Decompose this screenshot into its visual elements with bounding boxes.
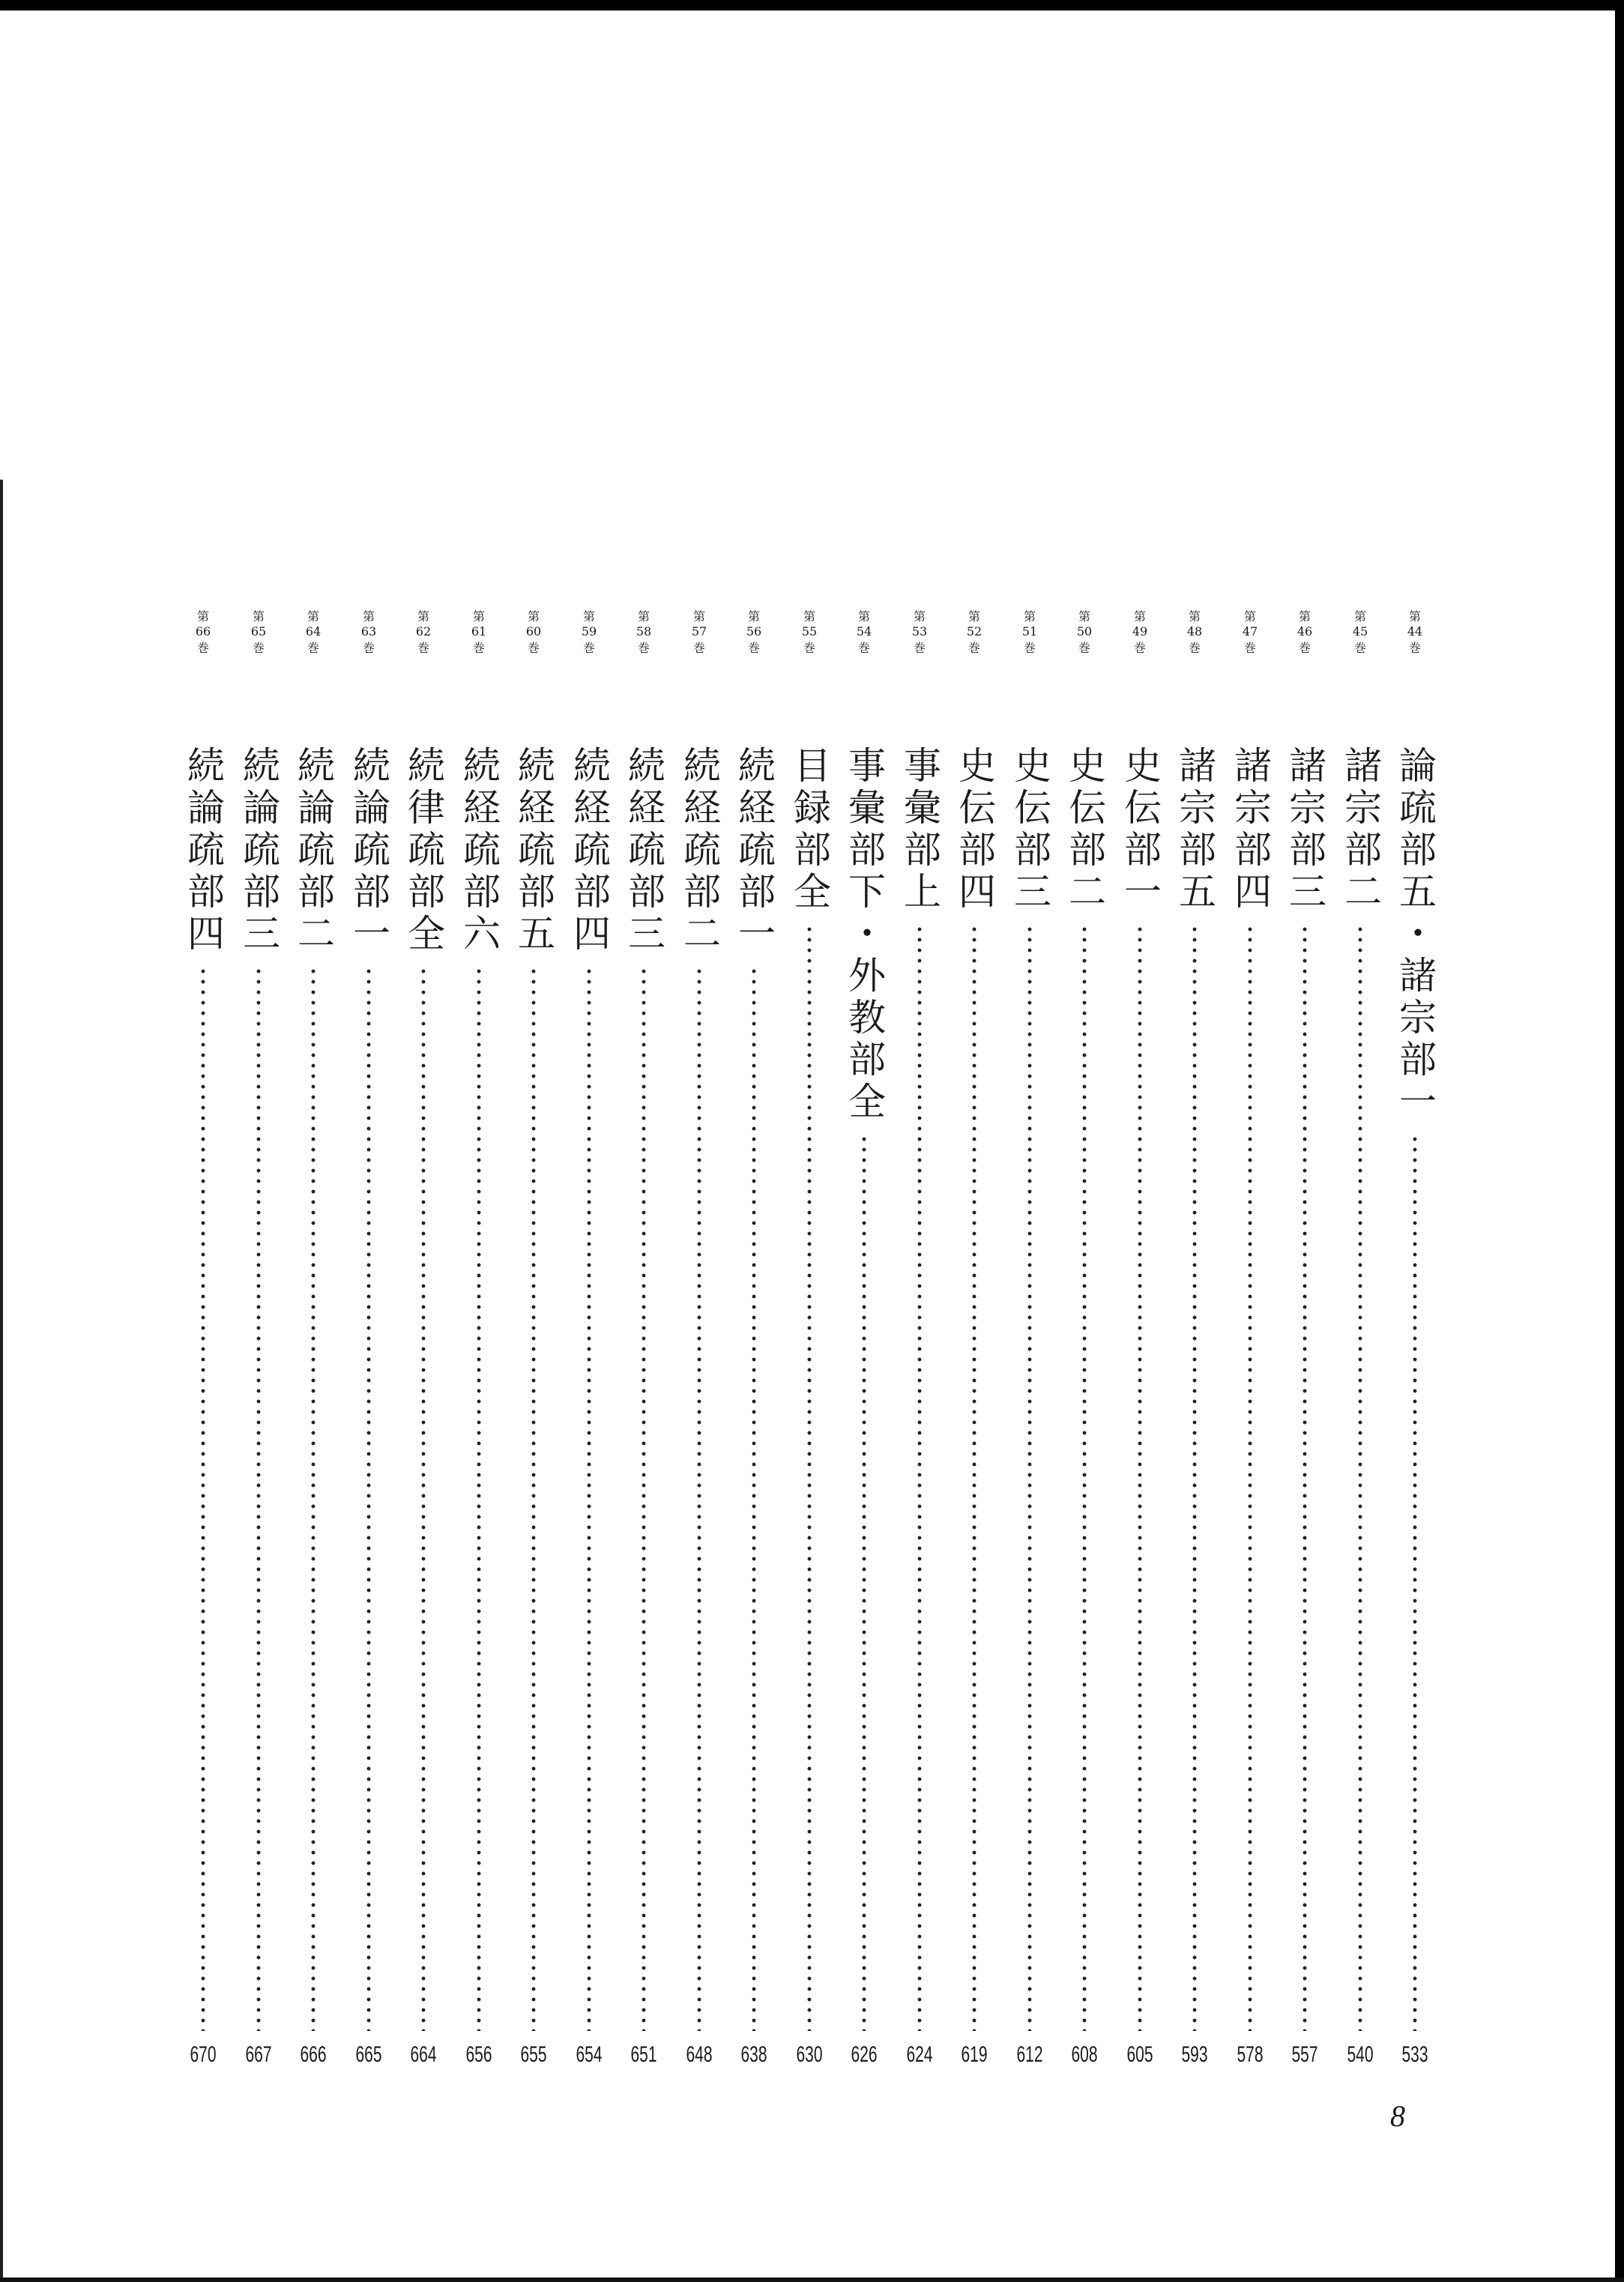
volume-suffix: 巻	[1133, 641, 1146, 655]
dot-leader	[862, 1134, 866, 2031]
toc-entry	[1062, 607, 1107, 2106]
volume-label	[346, 607, 391, 656]
volume-prefix: 第	[472, 609, 485, 624]
volume-label	[1117, 607, 1162, 656]
volume-number: 47	[1242, 624, 1258, 639]
dot-leader	[366, 966, 371, 2031]
volume-prefix: 第	[857, 609, 870, 624]
volume-prefix: 第	[1133, 609, 1146, 624]
dot-leader	[201, 966, 205, 2031]
toc-entry	[567, 607, 612, 2106]
volume-number: 55	[801, 624, 818, 639]
toc-entry	[291, 607, 336, 2106]
volume-suffix: 巻	[1298, 641, 1311, 655]
volume-suffix: 巻	[582, 641, 595, 655]
toc-entry	[236, 607, 281, 2106]
volume-prefix: 第	[1188, 609, 1201, 624]
section-title: 続論疏部四	[181, 746, 225, 956]
volume-prefix: 第	[362, 609, 375, 624]
volume-prefix: 第	[252, 609, 265, 624]
section-title: 諸宗部三	[1283, 746, 1326, 914]
volume-number: 54	[856, 624, 872, 639]
page-reference: 619	[961, 2042, 988, 2067]
page-reference: 654	[576, 2042, 603, 2067]
section-title: 続経疏部三	[622, 746, 665, 956]
dot-leader	[1192, 924, 1197, 2031]
dot-leader	[917, 924, 922, 2031]
toc-entry	[1338, 607, 1383, 2106]
volume-suffix: 巻	[1023, 641, 1036, 655]
dot-leader	[752, 966, 756, 2031]
page-reference: 605	[1126, 2042, 1153, 2067]
volume-label	[1172, 607, 1217, 656]
toc-entry	[346, 607, 391, 2106]
page-reference: 665	[355, 2042, 382, 2067]
page-reference: 578	[1237, 2042, 1264, 2067]
dot-leader	[1413, 1134, 1417, 2031]
toc-entry	[787, 607, 832, 2106]
volume-number: 57	[691, 624, 707, 639]
dot-leader	[587, 966, 591, 2031]
dot-leader	[1138, 924, 1142, 2031]
section-title: 事彙部上	[898, 746, 941, 914]
volume-number: 53	[911, 624, 928, 639]
dot-leader	[256, 966, 261, 2031]
volume-number: 51	[1021, 624, 1038, 639]
volume-prefix: 第	[417, 609, 429, 624]
volume-number: 58	[636, 624, 652, 639]
volume-prefix: 第	[1353, 609, 1366, 624]
volume-suffix: 巻	[747, 641, 760, 655]
page-reference: 557	[1291, 2042, 1318, 2067]
volume-number: 65	[250, 624, 267, 639]
section-title: 続論疏部一	[347, 746, 390, 956]
toc-entry	[1172, 607, 1217, 2106]
volume-label	[1392, 607, 1437, 656]
toc-entry	[456, 607, 501, 2106]
toc-entry	[181, 607, 226, 2106]
dot-leader	[807, 924, 812, 2031]
volume-suffix: 巻	[1408, 641, 1421, 655]
section-title: 史伝部三	[1008, 746, 1051, 914]
dot-leader	[1082, 924, 1087, 2031]
volume-suffix: 巻	[1078, 641, 1090, 655]
section-title: 続経疏部一	[732, 746, 776, 956]
section-title: 論疏部五・諸宗部一	[1393, 746, 1437, 1123]
volume-prefix: 第	[582, 609, 595, 624]
section-title: 史伝部四	[953, 746, 996, 914]
volume-prefix: 第	[803, 609, 815, 624]
volume-number: 60	[525, 624, 542, 639]
volume-prefix: 第	[527, 609, 540, 624]
page-reference: 666	[300, 2042, 327, 2067]
volume-suffix: 巻	[417, 641, 429, 655]
section-title: 目録部全	[788, 746, 831, 914]
volume-label	[1282, 607, 1327, 656]
page-reference: 670	[190, 2042, 217, 2067]
volume-label	[1062, 607, 1107, 656]
volume-prefix: 第	[196, 609, 209, 624]
dot-leader	[1302, 924, 1307, 2031]
page-reference: 664	[410, 2042, 437, 2067]
section-title: 続論疏部二	[292, 746, 335, 956]
dot-leader	[1358, 924, 1362, 2031]
page-reference: 540	[1347, 2042, 1374, 2067]
section-title: 続経疏部六	[457, 746, 501, 956]
page-reference: 655	[520, 2042, 547, 2067]
page-reference: 533	[1401, 2042, 1428, 2067]
dot-leader	[531, 966, 536, 2031]
volume-number: 48	[1186, 624, 1203, 639]
toc-entry	[842, 607, 887, 2106]
dot-leader	[642, 966, 646, 2031]
volume-prefix: 第	[1408, 609, 1421, 624]
volume-prefix: 第	[913, 609, 926, 624]
page-reference: 667	[245, 2042, 272, 2067]
volume-number: 52	[966, 624, 982, 639]
dot-leader	[311, 966, 316, 2031]
dot-leader	[1027, 924, 1032, 2031]
volume-label	[236, 607, 281, 656]
volume-number: 45	[1352, 624, 1368, 639]
page-reference: 638	[740, 2042, 767, 2067]
volume-label	[677, 607, 722, 656]
page-reference: 593	[1181, 2042, 1208, 2067]
volume-label	[291, 607, 336, 656]
toc-entry	[1282, 607, 1327, 2106]
section-title: 諸宗部二	[1338, 746, 1382, 914]
page-reference: 608	[1071, 2042, 1098, 2067]
volume-suffix: 巻	[692, 641, 705, 655]
volume-suffix: 巻	[1188, 641, 1201, 655]
page-reference: 626	[851, 2042, 878, 2067]
page-reference: 630	[796, 2042, 823, 2067]
volume-number: 59	[581, 624, 597, 639]
volume-prefix: 第	[747, 609, 760, 624]
volume-number: 50	[1076, 624, 1093, 639]
section-title: 続論疏部三	[237, 746, 280, 956]
section-title: 史伝部一	[1118, 746, 1162, 914]
toc-entry	[1228, 607, 1273, 2106]
toc-entry	[1117, 607, 1162, 2106]
section-title: 事彙部下・外教部全	[842, 746, 886, 1123]
volume-prefix: 第	[1298, 609, 1311, 624]
volume-label	[952, 607, 997, 656]
volume-suffix: 巻	[252, 641, 265, 655]
volume-label	[1228, 607, 1273, 656]
dot-leader	[421, 966, 426, 2031]
dot-leader	[697, 966, 701, 2031]
section-title: 続経疏部二	[677, 746, 721, 956]
section-title: 続律疏部全	[402, 746, 445, 956]
page-reference: 624	[906, 2042, 933, 2067]
volume-prefix: 第	[1078, 609, 1090, 624]
volume-label	[842, 607, 887, 656]
volume-prefix: 第	[692, 609, 705, 624]
volume-label	[567, 607, 612, 656]
volume-label	[731, 607, 776, 656]
volume-suffix: 巻	[913, 641, 926, 655]
volume-prefix: 第	[1243, 609, 1256, 624]
toc-entry	[952, 607, 997, 2106]
toc-entry	[511, 607, 556, 2106]
volume-prefix: 第	[307, 609, 319, 624]
section-title: 諸宗部五	[1173, 746, 1216, 914]
volume-prefix: 第	[637, 609, 650, 624]
section-title: 続経疏部四	[567, 746, 611, 956]
volume-number: 44	[1407, 624, 1423, 639]
volume-number: 63	[360, 624, 377, 639]
volume-suffix: 巻	[637, 641, 650, 655]
volume-number: 61	[471, 624, 487, 639]
dot-leader	[477, 966, 481, 2031]
page-number: 8	[1390, 2099, 1405, 2133]
section-title: 史伝部二	[1063, 746, 1106, 914]
toc-entry	[1392, 607, 1437, 2106]
volume-number: 62	[415, 624, 432, 639]
volume-suffix: 巻	[196, 641, 209, 655]
toc-entry	[677, 607, 722, 2106]
volume-label	[621, 607, 666, 656]
volume-suffix: 巻	[1353, 641, 1366, 655]
volume-label	[181, 607, 226, 656]
volume-number: 46	[1297, 624, 1313, 639]
volume-label	[897, 607, 942, 656]
volume-prefix: 第	[1023, 609, 1036, 624]
volume-suffix: 巻	[803, 641, 815, 655]
volume-suffix: 巻	[1243, 641, 1256, 655]
toc-entry	[731, 607, 776, 2106]
page-reference: 651	[630, 2042, 657, 2067]
volume-number: 56	[746, 624, 762, 639]
volume-suffix: 巻	[527, 641, 540, 655]
volume-suffix: 巻	[857, 641, 870, 655]
volume-prefix: 第	[968, 609, 980, 624]
page-reference: 612	[1016, 2042, 1043, 2067]
dot-leader	[972, 924, 976, 2031]
volume-label	[511, 607, 556, 656]
volume-number: 66	[195, 624, 211, 639]
volume-label	[1338, 607, 1383, 656]
section-title: 諸宗部四	[1228, 746, 1272, 914]
dot-leader	[1248, 924, 1252, 2031]
volume-label	[456, 607, 501, 656]
toc-entry	[897, 607, 942, 2106]
volume-number: 49	[1132, 624, 1148, 639]
volume-suffix: 巻	[968, 641, 980, 655]
volume-suffix: 巻	[472, 641, 485, 655]
toc-entry	[1007, 607, 1052, 2106]
volume-suffix: 巻	[362, 641, 375, 655]
volume-label	[1007, 607, 1052, 656]
page-reference: 656	[465, 2042, 492, 2067]
volume-label	[401, 607, 446, 656]
section-title: 続経疏部五	[512, 746, 555, 956]
volume-number: 64	[305, 624, 322, 639]
page-reference: 648	[686, 2042, 713, 2067]
volume-suffix: 巻	[307, 641, 319, 655]
toc-entry	[621, 607, 666, 2106]
volume-label	[787, 607, 832, 656]
toc-entry	[401, 607, 446, 2106]
